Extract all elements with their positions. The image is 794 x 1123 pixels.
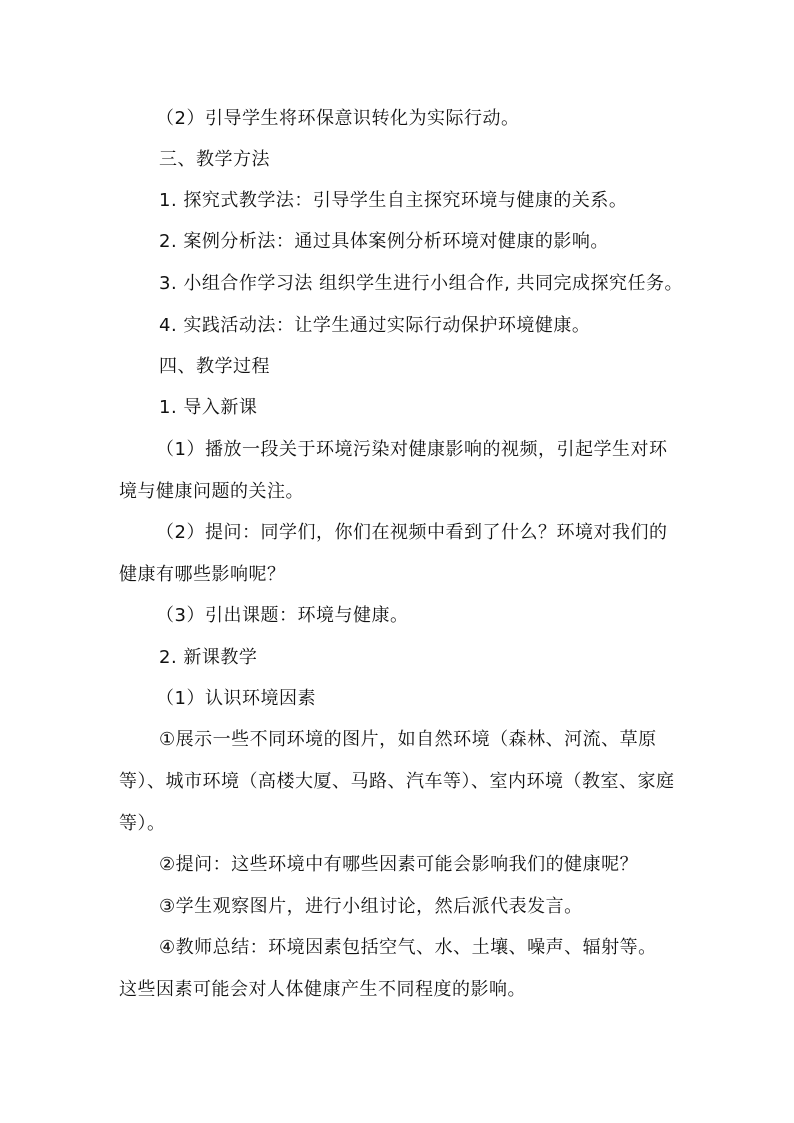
section-heading: 三、教学方法 — [159, 149, 270, 170]
subsection-heading: 2. 新课教学 — [159, 647, 258, 668]
paragraph-line: ②提问：这些环境中有哪些因素可能会影响我们的健康呢？ — [159, 854, 639, 875]
paragraph-line: （2）引导学生将环保意识转化为实际行动。 — [156, 108, 520, 129]
list-item: 2. 案例分析法：通过具体案例分析环境对健康的影响。 — [159, 231, 609, 252]
paragraph-line: 健康有哪些影响呢？ — [119, 564, 286, 585]
section-heading: 四、教学过程 — [159, 356, 270, 377]
paragraph-line: （3）引出课题：环境与健康。 — [156, 605, 409, 626]
list-item: 1. 探究式教学法：引导学生自主探究环境与健康的关系。 — [159, 190, 628, 211]
paragraph-line: ④教师总结：环境因素包括空气、水、土壤、噪声、辐射等。 — [159, 937, 657, 958]
paragraph-line: 等）、城市环境（高楼大厦、马路、汽车等）、室内环境（教室、家庭 — [119, 771, 675, 792]
paragraph-line: ③学生观察图片，进行小组讨论，然后派代表发言。 — [159, 896, 583, 917]
paragraph-line: ①展示一些不同环境的图片，如自然环境（森林、河流、草原 — [159, 729, 657, 750]
paragraph-line: （1）认识环境因素 — [156, 688, 316, 709]
paragraph-line: （2）提问：同学们，你们在视频中看到了什么？环境对我们的 — [156, 522, 668, 543]
paragraph-line: 等）。 — [119, 813, 166, 834]
paragraph-line: （1）播放一段关于环境污染对健康影响的视频，引起学生对环 — [156, 439, 668, 460]
paragraph-line: 境与健康问题的关注。 — [119, 481, 304, 502]
subsection-heading: 1. 导入新课 — [159, 397, 258, 418]
list-item: 4. 实践活动法：让学生通过实际行动保护环境健康。 — [159, 315, 591, 336]
paragraph-line: 这些因素可能会对人体健康产生不同程度的影响。 — [119, 979, 526, 1000]
list-item: 3. 小组合作学习法 组织学生进行小组合作, 共同完成探究任务。 — [159, 273, 684, 294]
